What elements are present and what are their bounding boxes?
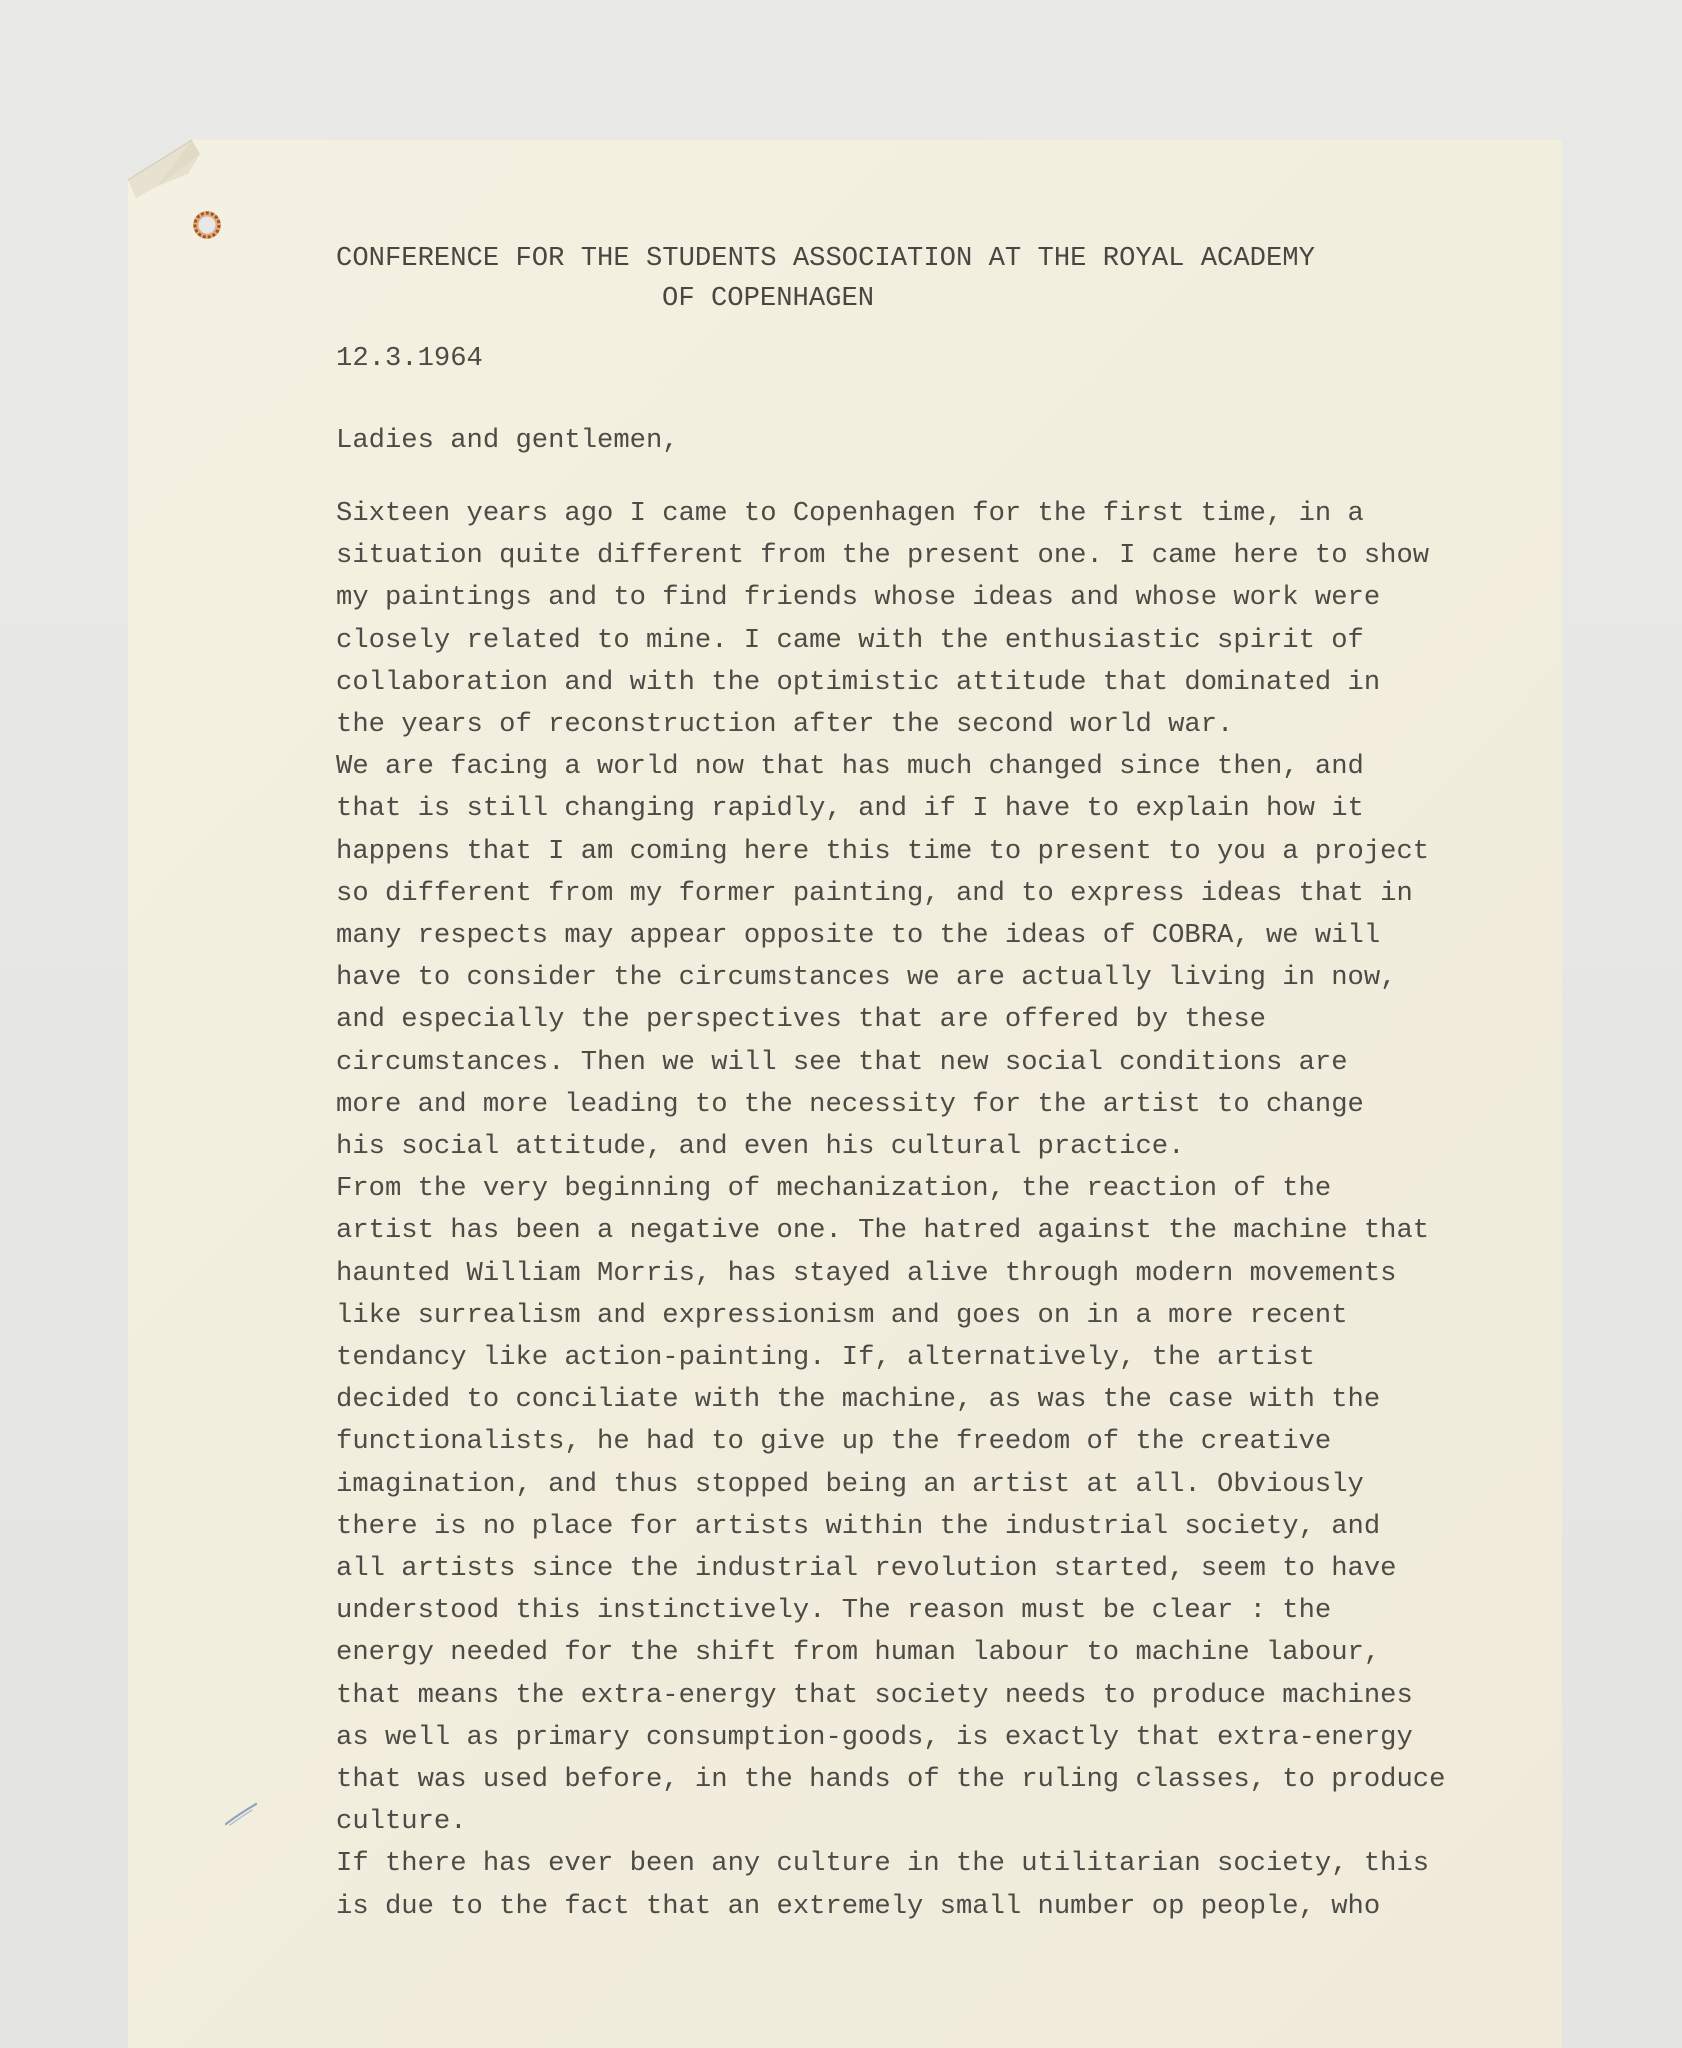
body-line: and especially the perspectives that are offered by these: [336, 1004, 1266, 1035]
body-line: artist has been a negative one. The hatred against the machine that: [336, 1215, 1430, 1246]
body-line: functionalists, he had to give up the freedom of the creative: [336, 1426, 1332, 1457]
body-line: From the very beginning of mechanization, the reaction of the: [336, 1173, 1332, 1204]
body-line: closely related to mine. I came with the enthusiastic spirit of: [336, 625, 1364, 656]
body-line: haunted William Morris, has stayed alive through modern movements: [336, 1258, 1397, 1289]
body-line: so different from my former painting, and to express ideas that in: [336, 878, 1413, 909]
body-line: my paintings and to find friends whose ideas and whose work were: [336, 582, 1381, 613]
body-line: like surrealism and expressionism and goes on in a more recent: [336, 1300, 1348, 1331]
body-line: circumstances. Then we will see that new social conditions are: [336, 1047, 1348, 1078]
body-line: have to consider the circumstances we are actually living in now,: [336, 962, 1397, 993]
body-line: that means the extra-energy that society needs to produce machines: [336, 1680, 1413, 1711]
body-line: happens that I am coming here this time to present to you a project: [336, 836, 1430, 867]
body-line: situation quite different from the present one. I came here to show: [336, 540, 1430, 571]
body-line: culture.: [336, 1806, 467, 1837]
body-line: many respects may appear opposite to the ideas of COBRA, we will: [336, 920, 1381, 951]
body-line: energy needed for the shift from human labour to machine labour,: [336, 1637, 1381, 1668]
body-line: there is no place for artists within the industrial society, and: [336, 1511, 1381, 1542]
body-line: the years of reconstruction after the second world war.: [336, 709, 1234, 740]
document-heading-line-2: OF COPENHAGEN: [662, 283, 875, 314]
body-line: as well as primary consumption-goods, is exactly that extra-energy: [336, 1722, 1413, 1753]
body-line: his social attitude, and even his cultural practice.: [336, 1131, 1185, 1162]
body-line: that was used before, in the hands of the ruling classes, to produce: [336, 1764, 1446, 1795]
body-line: more and more leading to the necessity for the artist to change: [336, 1089, 1364, 1120]
body-line: collaboration and with the optimistic attitude that dominated in: [336, 667, 1381, 698]
salutation: Ladies and gentlemen,: [336, 425, 679, 456]
body-line: is due to the fact that an extremely small number op people, who: [336, 1891, 1381, 1922]
document-date: 12.3.1964: [336, 343, 483, 374]
body-line: We are facing a world now that has much changed since then, and: [336, 751, 1364, 782]
punch-hole-icon: [190, 208, 224, 242]
document-heading-line-1: CONFERENCE FOR THE STUDENTS ASSOCIATION AT THE ROYAL ACADEMY: [336, 243, 1315, 274]
body-line: decided to conciliate with the machine, as was the case with the: [336, 1384, 1381, 1415]
body-line: that is still changing rapidly, and if I have to explain how it: [336, 793, 1364, 824]
body-line: all artists since the industrial revolution started, seem to have: [336, 1553, 1397, 1584]
pencil-mark: [222, 1798, 262, 1828]
body-line: If there has ever been any culture in the utilitarian society, this: [336, 1848, 1430, 1879]
body-line: imagination, and thus stopped being an artist at all. Obviously: [336, 1469, 1364, 1500]
body-line: tendancy like action-painting. If, alternatively, the artist: [336, 1342, 1315, 1373]
body-line: Sixteen years ago I came to Copenhagen for the first time, in a: [336, 498, 1364, 529]
body-line: understood this instinctively. The reason must be clear : the: [336, 1595, 1332, 1626]
